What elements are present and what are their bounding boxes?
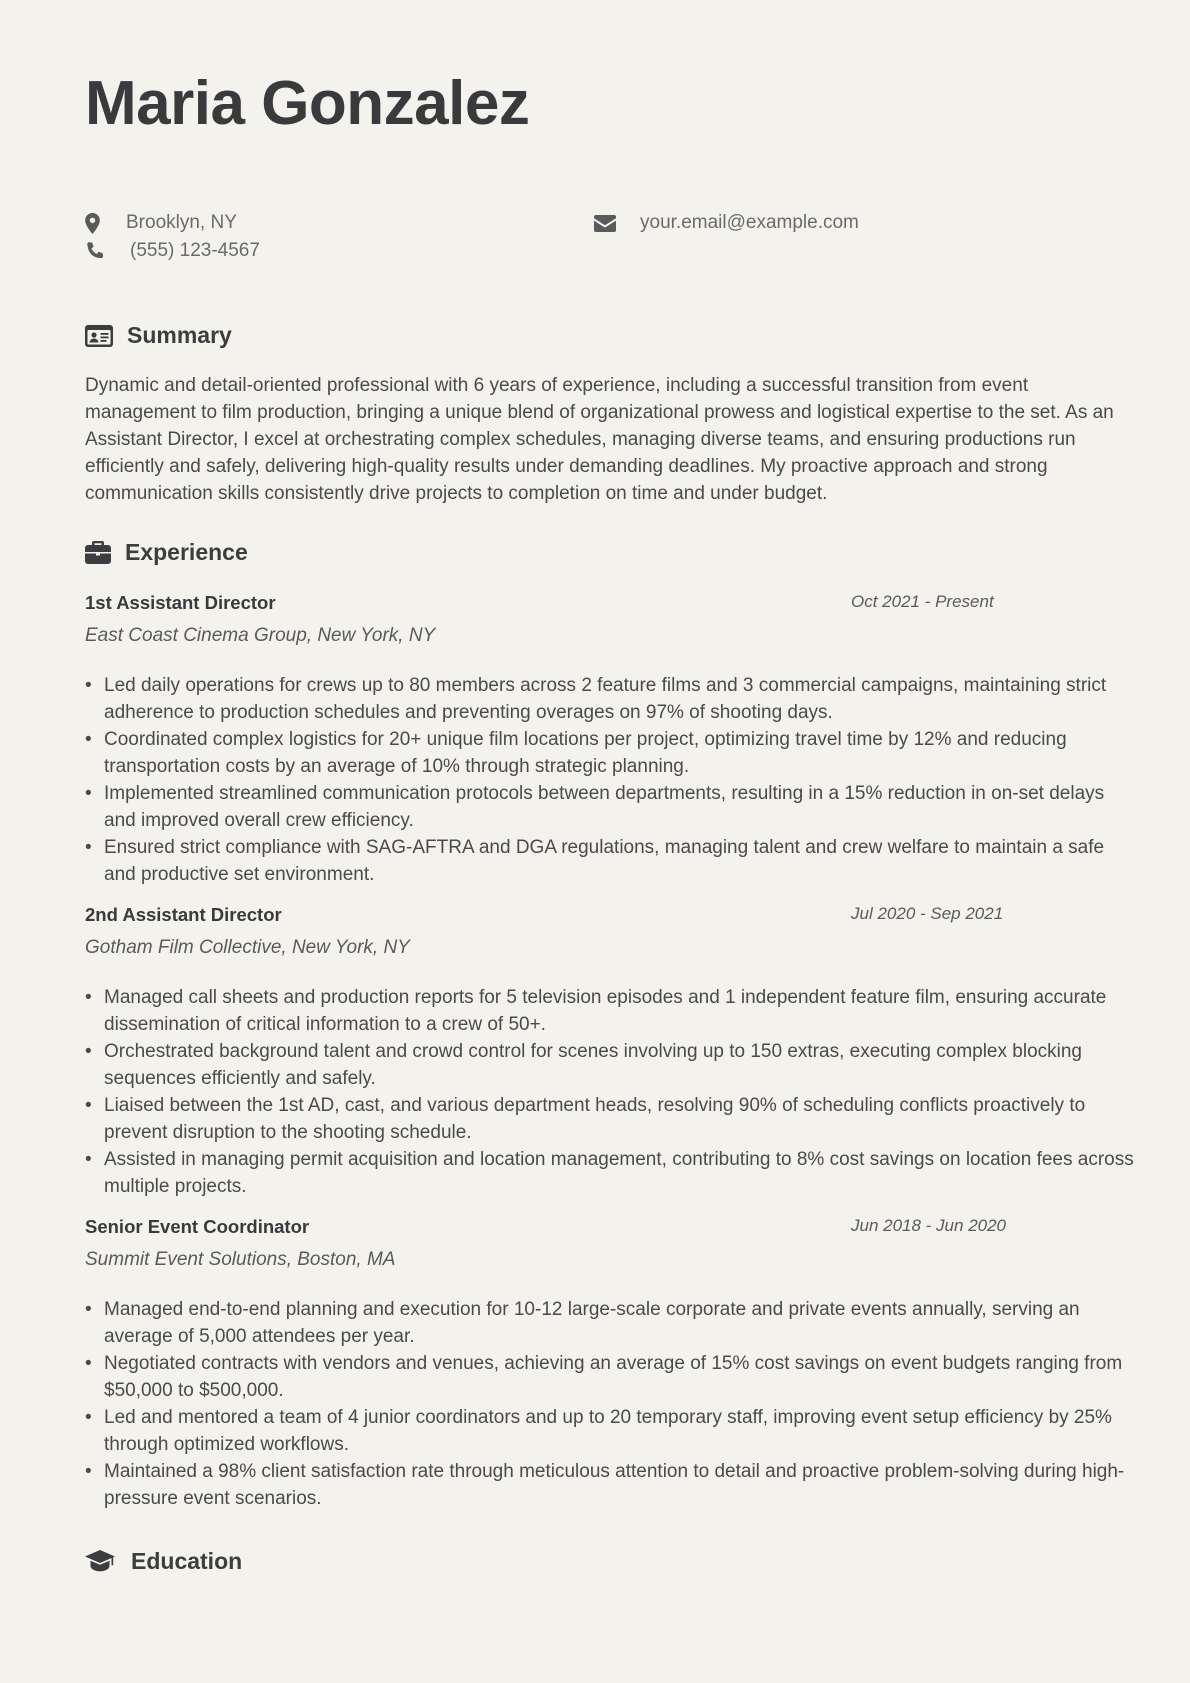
job-company: East Coast Cinema Group, New York, NY: [85, 625, 436, 646]
job-dates: Jul 2020 - Sep 2021: [851, 904, 1004, 923]
contact-email: [594, 212, 859, 234]
job-company: Summit Event Solutions, Boston, MA: [85, 1249, 396, 1270]
job-dates: Oct 2021 - Present: [851, 592, 994, 611]
list-item: • Managed end-to-end planning and execution for 10-12 large-scale corporate and private events annually, serving an average of 5,000 attendees per year.: [85, 1296, 1135, 1350]
contact-location: [85, 212, 237, 234]
list-item: • Implemented streamlined communication protocols between departments, resulting in a 15% reduction in on-set delays and improved overall crew efficiency.: [85, 780, 1135, 834]
list-item: • Maintained a 98% client satisfaction rate through meticulous attention to detail and proactive problem-solving during high-pressure event scenarios.: [85, 1458, 1135, 1512]
experience-title: Experience: [125, 539, 248, 565]
job-title: 1st Assistant Director: [85, 592, 276, 613]
briefcase-icon: [85, 541, 111, 564]
email-text: your.email@example.com: [640, 212, 859, 233]
list-item: • Liaised between the 1st AD, cast, and various department heads, resolving 90% of scheduling conflicts proactively to prevent disruption to the shooting schedule.: [85, 1092, 1135, 1146]
list-item: • Ensured strict compliance with SAG-AFTRA and DGA regulations, managing talent and crew welfare to maintain a safe and productive set environment.: [85, 834, 1135, 888]
list-item: • Led daily operations for crews up to 80 members across 2 feature films and 3 commercial campaigns, maintaining strict adherence to production schedules and preventing overages on 97% of shooting days.: [85, 672, 1135, 726]
list-item: • Led and mentored a team of 4 junior coordinators and up to 20 temporary staff, improving event setup efficiency by 25% through optimized workflows.: [85, 1404, 1135, 1458]
summary-text: Dynamic and detail-oriented professional with 6 years of experience, including a successful transition from event management to film production, bringing a unique blend of organizational prowess and logistical expertise to the set. As an Assistant Director, I excel at orchestrating complex schedules, managing diverse teams, and ensuring productions run efficiently and safely, delivering high-quality results under demanding deadlines. My proactive approach and strong communication skills consistently drive projects to completion on time and under budget.: [85, 375, 1114, 504]
envelope-icon: [594, 215, 616, 232]
list-item: • Orchestrated background talent and crowd control for scenes involving up to 150 extras, executing complex blocking sequences efficiently and safely.: [85, 1038, 1135, 1092]
location-text: Brooklyn, NY: [126, 212, 237, 233]
map-marker-icon: [85, 213, 100, 234]
list-item: • Assisted in managing permit acquisition and location management, contributing to 8% cost savings on location fees across multiple projects.: [85, 1146, 1135, 1200]
list-item: • Negotiated contracts with vendors and venues, achieving an average of 15% cost savings on event budgets ranging from $50,000 to $500,000.: [85, 1350, 1135, 1404]
job-bullets: [85, 672, 1135, 888]
job-title: Senior Event Coordinator: [85, 1216, 310, 1237]
contact-phone: [85, 240, 260, 262]
list-item: • Managed call sheets and production reports for 5 television episodes and 1 independent feature film, ensuring accurate dissemination of critical information to a crew of 50+.: [85, 984, 1135, 1038]
education-heading: [85, 1548, 242, 1575]
candidate-name: Maria Gonzalez: [85, 69, 530, 138]
id-card-icon: [85, 325, 113, 347]
experience-heading: [85, 539, 248, 566]
list-item: • Coordinated complex logistics for 20+ unique film locations per project, optimizing travel time by 12% and reducing transportation costs by an average of 10% through strategic planning.: [85, 726, 1135, 780]
phone-text: (555) 123-4567: [130, 240, 260, 261]
job-dates: Jun 2018 - Jun 2020: [851, 1216, 1007, 1235]
graduation-cap-icon: [85, 1550, 115, 1573]
job-company: Gotham Film Collective, New York, NY: [85, 937, 410, 958]
phone-icon: [85, 241, 105, 261]
job-bullets: [85, 984, 1135, 1200]
job-title: 2nd Assistant Director: [85, 904, 282, 925]
job-bullets: [85, 1296, 1135, 1512]
education-title: Education: [131, 1548, 243, 1574]
summary-title: Summary: [127, 322, 232, 348]
summary-heading: [85, 322, 232, 349]
